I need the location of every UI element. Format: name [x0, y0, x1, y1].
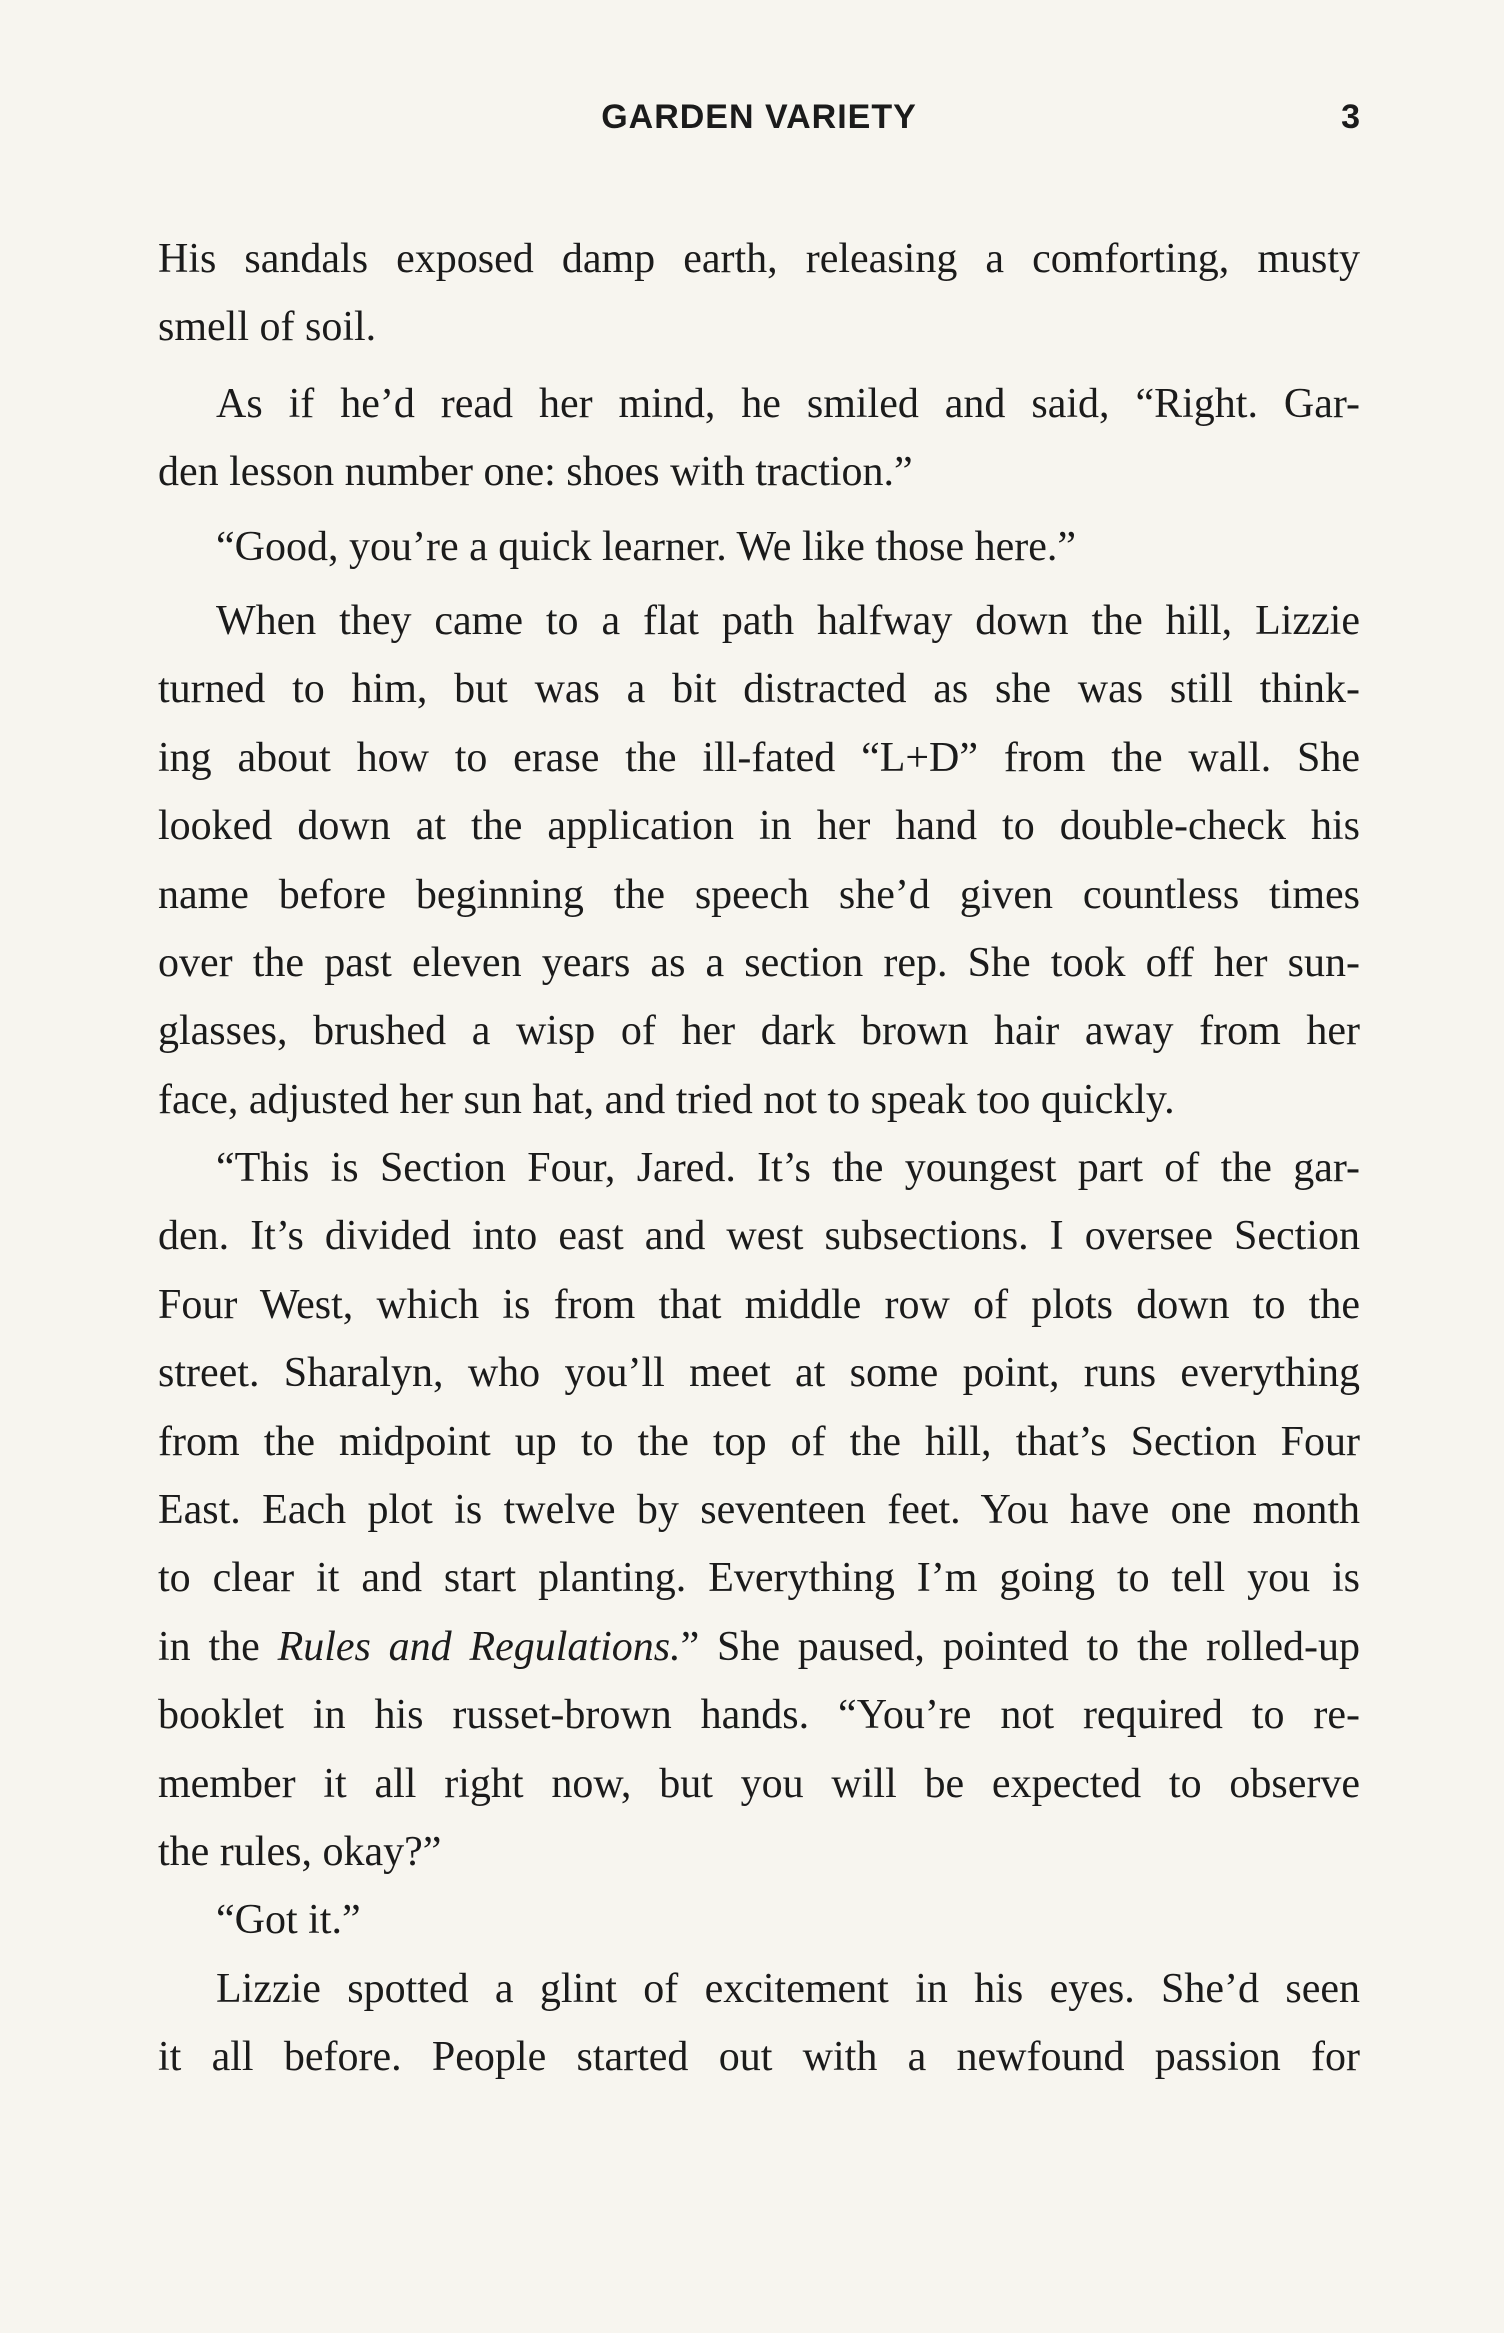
page-number: 3: [1341, 98, 1360, 136]
text-fragment: ” She paused, pointed to the rolled-up: [680, 1623, 1360, 1670]
text-line: street. Sharalyn, who you’ll meet at some point, runs everything: [158, 1350, 1360, 1397]
text-line: As if he’d read her mind, he smiled and said, “Right. Gar-: [216, 380, 1360, 427]
running-head: [158, 92, 1360, 142]
text-line: name before beginning the speech she’d given countless times: [158, 871, 1360, 918]
text-line: den. It’s divided into east and west subsections. I oversee Section: [158, 1213, 1360, 1260]
body-text: [158, 225, 1360, 2092]
text-line: [158, 1613, 1360, 1681]
text-line: member it all right now, but you will be expected to observe: [158, 1760, 1360, 1807]
text-line: face, adjusted her sun hat, and tried not to speak too quickly.: [158, 1076, 1175, 1123]
text-line: booklet in his russet-brown hands. “You’re not required to re-: [158, 1692, 1360, 1739]
text-line: turned to him, but was a bit distracted as she was still think-: [158, 666, 1360, 713]
text-line: “Good, you’re a quick learner. We like those here.”: [216, 523, 1076, 570]
text-line: it all before. People started out with a newfound passion for: [158, 2034, 1360, 2081]
text-fragment: in the: [158, 1623, 278, 1670]
text-line: “This is Section Four, Jared. It’s the youngest part of the gar-: [216, 1145, 1360, 1192]
text-line: to clear it and start planting. Everything I’m going to tell you is: [158, 1555, 1360, 1602]
text-line: Four West, which is from that middle row of plots down to the: [158, 1281, 1360, 1328]
text-line: smell of soil.: [158, 304, 377, 351]
text-line: When they came to a flat path halfway down the hill, Lizzie: [216, 597, 1360, 644]
text-line: over the past eleven years as a section rep. She took off her sun-: [158, 939, 1360, 986]
text-line: glasses, brushed a wisp of her dark brown hair away from her: [158, 1008, 1360, 1055]
text-line: Lizzie spotted a glint of excitement in his eyes. She’d seen: [216, 1965, 1360, 2012]
running-title: GARDEN VARIETY: [601, 98, 917, 136]
text-line: the rules, okay?”: [158, 1828, 442, 1875]
text-line: East. Each plot is twelve by seventeen feet. You have one month: [158, 1487, 1360, 1534]
text-line: looked down at the application in her hand to double-check his: [158, 803, 1360, 850]
italic-title: Rules and Regulations.: [277, 1623, 681, 1670]
text-line: His sandals exposed damp earth, releasing a comforting, musty: [158, 236, 1360, 282]
text-line: from the midpoint up to the top of the hill, that’s Section Four: [158, 1418, 1360, 1465]
text-line: ing about how to erase the ill-fated “L+D” from the wall. She: [158, 734, 1360, 781]
text-line: “Got it.”: [216, 1897, 361, 1944]
text-line: den lesson number one: shoes with traction.”: [158, 449, 913, 496]
